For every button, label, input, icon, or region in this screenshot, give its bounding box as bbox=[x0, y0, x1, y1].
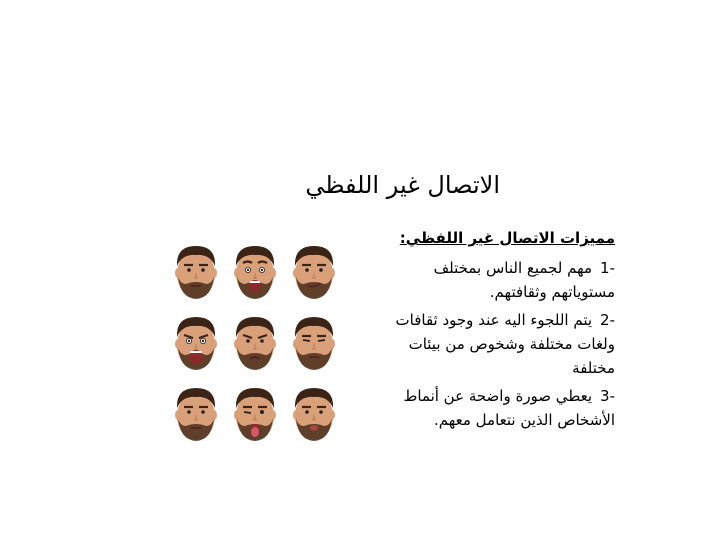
face-photo bbox=[288, 382, 340, 444]
list-item-line: 1-مهم لجميع الناس بمختلف bbox=[350, 256, 615, 280]
face-photo bbox=[288, 311, 340, 373]
face-illustration bbox=[288, 311, 340, 373]
list-item-line: 3-يعطي صورة واضحة عن أنماط bbox=[350, 384, 615, 408]
face-photo bbox=[229, 382, 281, 444]
list-number: 3- bbox=[600, 387, 615, 405]
list-number: 2- bbox=[600, 311, 615, 329]
face-photo bbox=[170, 240, 222, 302]
face-illustration bbox=[288, 382, 340, 444]
slide-title: الاتصال غير اللفظي bbox=[305, 171, 500, 199]
list-item-1 bbox=[350, 256, 615, 304]
features-heading: مميزات الاتصال غير اللفظي: bbox=[399, 229, 615, 247]
list-item-3 bbox=[350, 384, 615, 432]
face-photo bbox=[170, 382, 222, 444]
content-block bbox=[350, 224, 615, 432]
face-illustration bbox=[229, 382, 281, 444]
list-item-line: 2-يتم اللجوء اليه عند وجود ثقافات bbox=[350, 308, 615, 332]
list-item-line: مستوياتهم وثقافتهم. bbox=[489, 283, 615, 301]
list-item-line: مختلفة bbox=[572, 359, 615, 377]
face-illustration bbox=[170, 382, 222, 444]
face-illustration bbox=[288, 240, 340, 302]
list-item-line: الأشخاص الذين نتعامل معهم. bbox=[433, 411, 615, 429]
face-illustration bbox=[229, 311, 281, 373]
face-illustration bbox=[229, 240, 281, 302]
face-photo bbox=[170, 311, 222, 373]
face-photo bbox=[229, 311, 281, 373]
face-photo bbox=[229, 240, 281, 302]
face-illustration bbox=[170, 240, 222, 302]
list-item-2 bbox=[350, 308, 615, 380]
list-number: 1- bbox=[600, 259, 615, 277]
list-item-line: ولغات مختلفة وشخوص من بيئات bbox=[408, 335, 615, 353]
face-illustration bbox=[170, 311, 222, 373]
faces-grid bbox=[170, 240, 340, 445]
face-photo bbox=[288, 240, 340, 302]
